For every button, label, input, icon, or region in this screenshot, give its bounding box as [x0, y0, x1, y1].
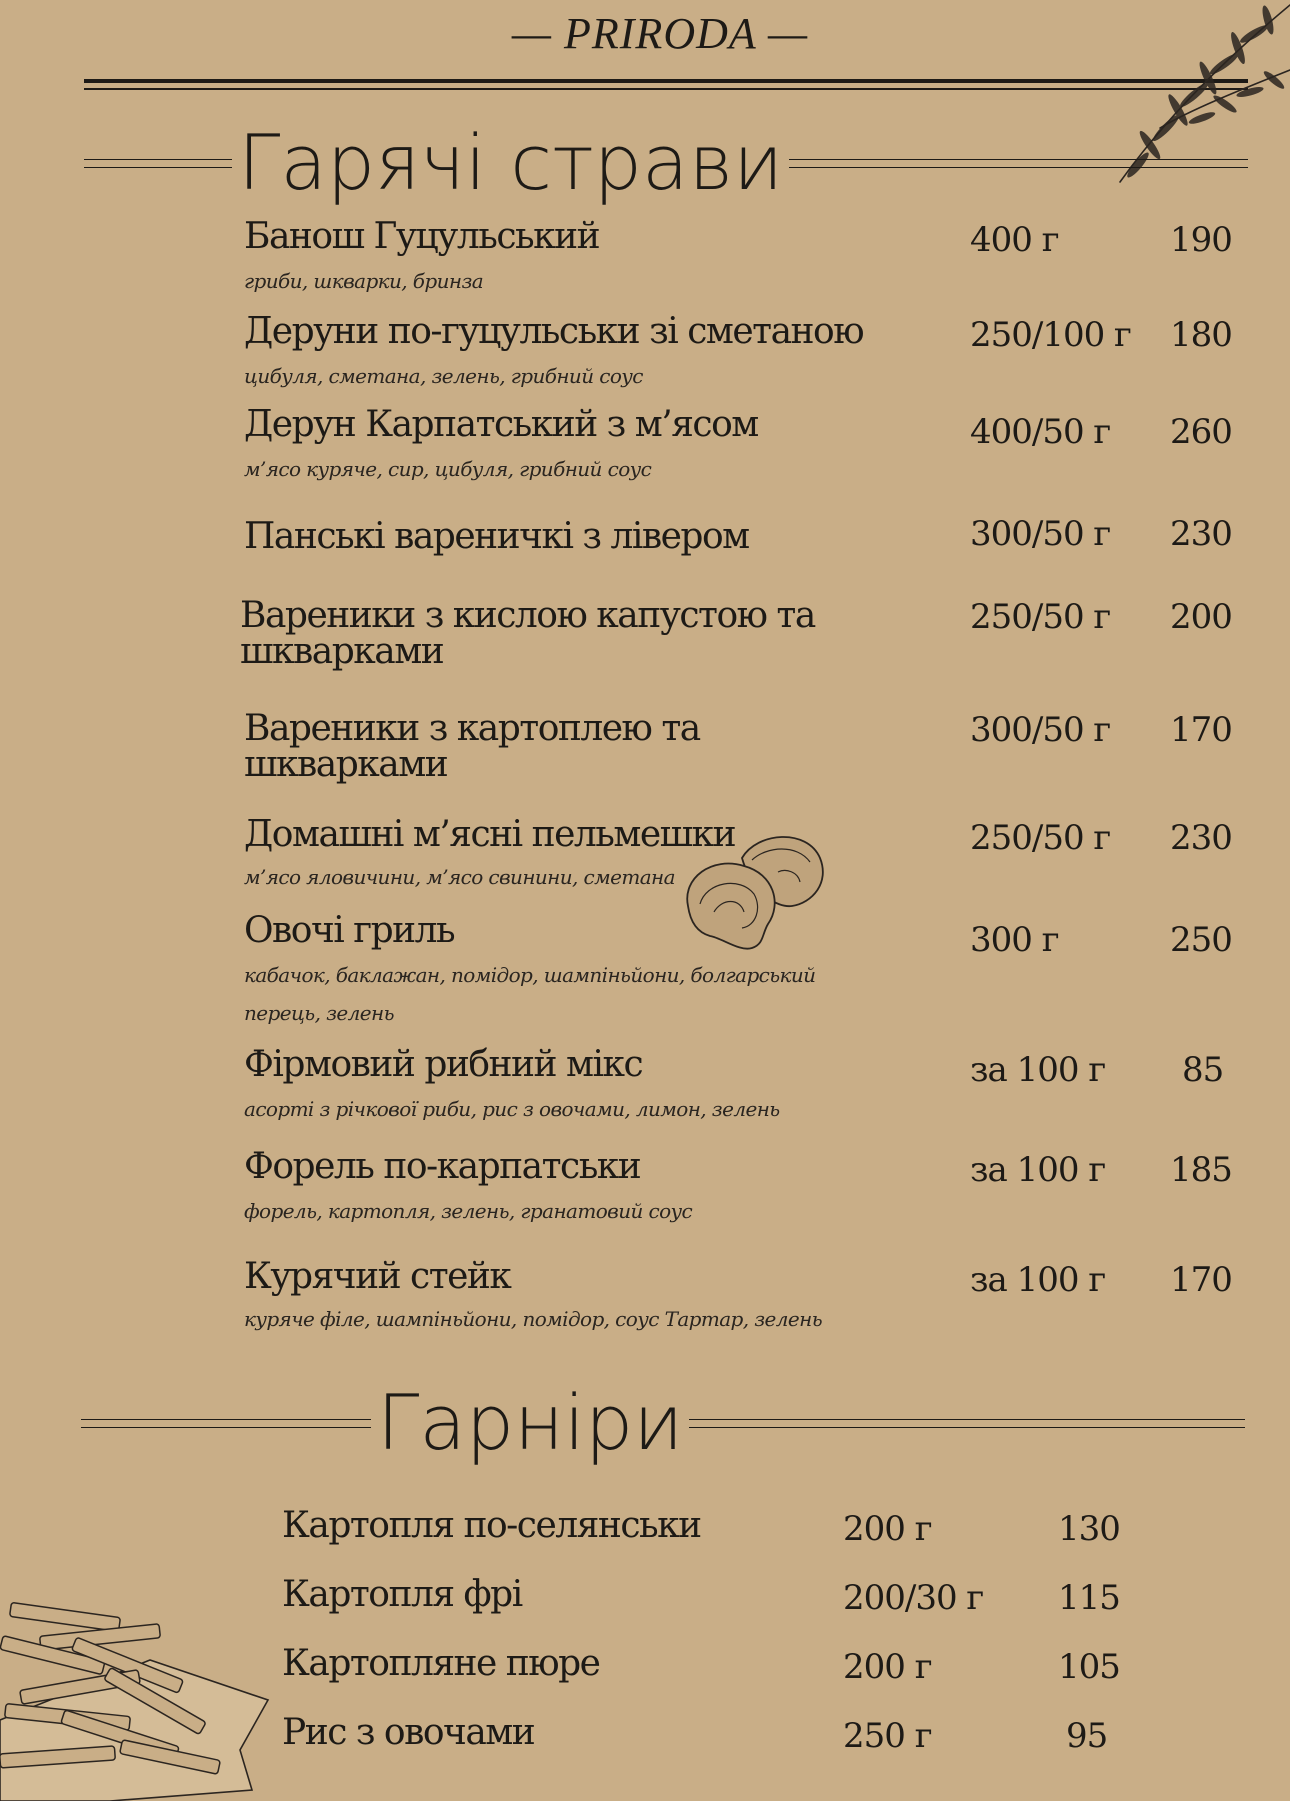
- hot-dishes-heading: [84, 118, 1248, 208]
- dish-description: гриби, шкварки, бринза: [244, 269, 484, 293]
- dish-price: 230: [1170, 514, 1232, 554]
- dish-description: куряче філе, шампіньйони, помідор, соус Тартар, зелень: [244, 1307, 823, 1331]
- dish-price: 170: [1170, 710, 1232, 750]
- fries-icon: [0, 1600, 270, 1801]
- dish-price: 230: [1170, 818, 1232, 858]
- dish-price: 180: [1170, 315, 1232, 355]
- dish-price: 170: [1170, 1260, 1232, 1300]
- side-weight: 200/30 г: [843, 1578, 984, 1618]
- dish-name-continued: шкварками: [244, 744, 448, 785]
- dish-description: асорті з річкової риби, рис з овочами, лимон, зелень: [244, 1097, 780, 1121]
- dish-name: Дерун Карпатський з м’ясом: [244, 404, 758, 445]
- dish-price: 85: [1182, 1050, 1224, 1090]
- dish-weight: 250/100 г: [970, 315, 1131, 355]
- dish-name: Банош Гуцульський: [244, 216, 600, 257]
- side-weight: 200 г: [843, 1509, 932, 1549]
- heading-rule-right: [689, 1419, 1245, 1428]
- side-weight: 250 г: [843, 1716, 932, 1756]
- dish-name: Курячий стейк: [244, 1256, 511, 1297]
- dish-description: форель, картопля, зелень, гранатовий соус: [244, 1199, 693, 1223]
- dish-description: кабачок, баклажан, помідор, шампіньйони, болгарський: [244, 963, 816, 987]
- side-price: 115: [1058, 1578, 1120, 1618]
- dish-name: Деруни по-гуцульськи зі сметаною: [244, 311, 864, 352]
- side-weight: 200 г: [843, 1647, 932, 1687]
- side-price: 130: [1058, 1509, 1120, 1549]
- side-price: 95: [1066, 1716, 1108, 1756]
- header-rule-thick: [84, 79, 1248, 83]
- dish-name: Фірмовий рибний мікс: [244, 1044, 643, 1085]
- dish-description-continued: перець, зелень: [244, 1001, 394, 1025]
- menu-item: [0, 1505, 1290, 1555]
- heading-rule-left: [84, 159, 232, 168]
- heading-rule-left: [81, 1419, 371, 1428]
- dish-weight: 300 г: [970, 920, 1059, 960]
- side-dishes-heading: [81, 1378, 1245, 1468]
- dish-name: Панські вареничкі з лівером: [244, 516, 749, 557]
- side-name: Картопляне пюре: [282, 1643, 600, 1684]
- dish-name: Вареники з картоплею та: [244, 708, 700, 749]
- dish-weight: за 100 г: [970, 1150, 1106, 1190]
- header-rule-thin: [84, 88, 1248, 90]
- section-title: Гарніри: [377, 1378, 684, 1467]
- dish-weight: 250/50 г: [970, 818, 1111, 858]
- dish-name: Овочі гриль: [244, 910, 455, 951]
- dish-price: 185: [1170, 1150, 1232, 1190]
- side-price: 105: [1058, 1647, 1120, 1687]
- dish-price: 200: [1170, 597, 1232, 637]
- dish-price: 260: [1170, 412, 1232, 452]
- side-name: Рис з овочами: [282, 1712, 535, 1753]
- dumplings-icon: [682, 828, 828, 954]
- side-name: Картопля фрі: [282, 1574, 522, 1615]
- dish-name: Домашні м’ясні пельмешки: [244, 814, 736, 855]
- heading-rule-right: [789, 159, 1248, 168]
- dish-name: Форель по-карпатськи: [244, 1146, 641, 1187]
- side-name: Картопля по-селянськи: [282, 1505, 701, 1546]
- dish-description: цибуля, сметана, зелень, грибний соус: [244, 364, 643, 388]
- dish-weight: 300/50 г: [970, 514, 1111, 554]
- brand-name: — PRIRODA —: [511, 9, 809, 58]
- dish-weight: 400/50 г: [970, 412, 1111, 452]
- dish-price: 190: [1170, 220, 1232, 260]
- dish-weight: 250/50 г: [970, 597, 1111, 637]
- dish-name: Вареники з кислою капустою та: [240, 595, 815, 636]
- section-title: Гарячі страви: [238, 118, 784, 207]
- dish-description: м’ясо куряче, сир, цибуля, грибний соус: [244, 457, 652, 481]
- dish-weight: 400 г: [970, 220, 1059, 260]
- dish-weight: 300/50 г: [970, 710, 1111, 750]
- dish-weight: за 100 г: [970, 1260, 1106, 1300]
- dish-description: м’ясо яловичини, м’ясо свинини, сметана: [244, 865, 675, 889]
- dish-name-continued: шкварками: [240, 631, 444, 672]
- dish-weight: за 100 г: [970, 1050, 1106, 1090]
- dish-price: 250: [1170, 920, 1232, 960]
